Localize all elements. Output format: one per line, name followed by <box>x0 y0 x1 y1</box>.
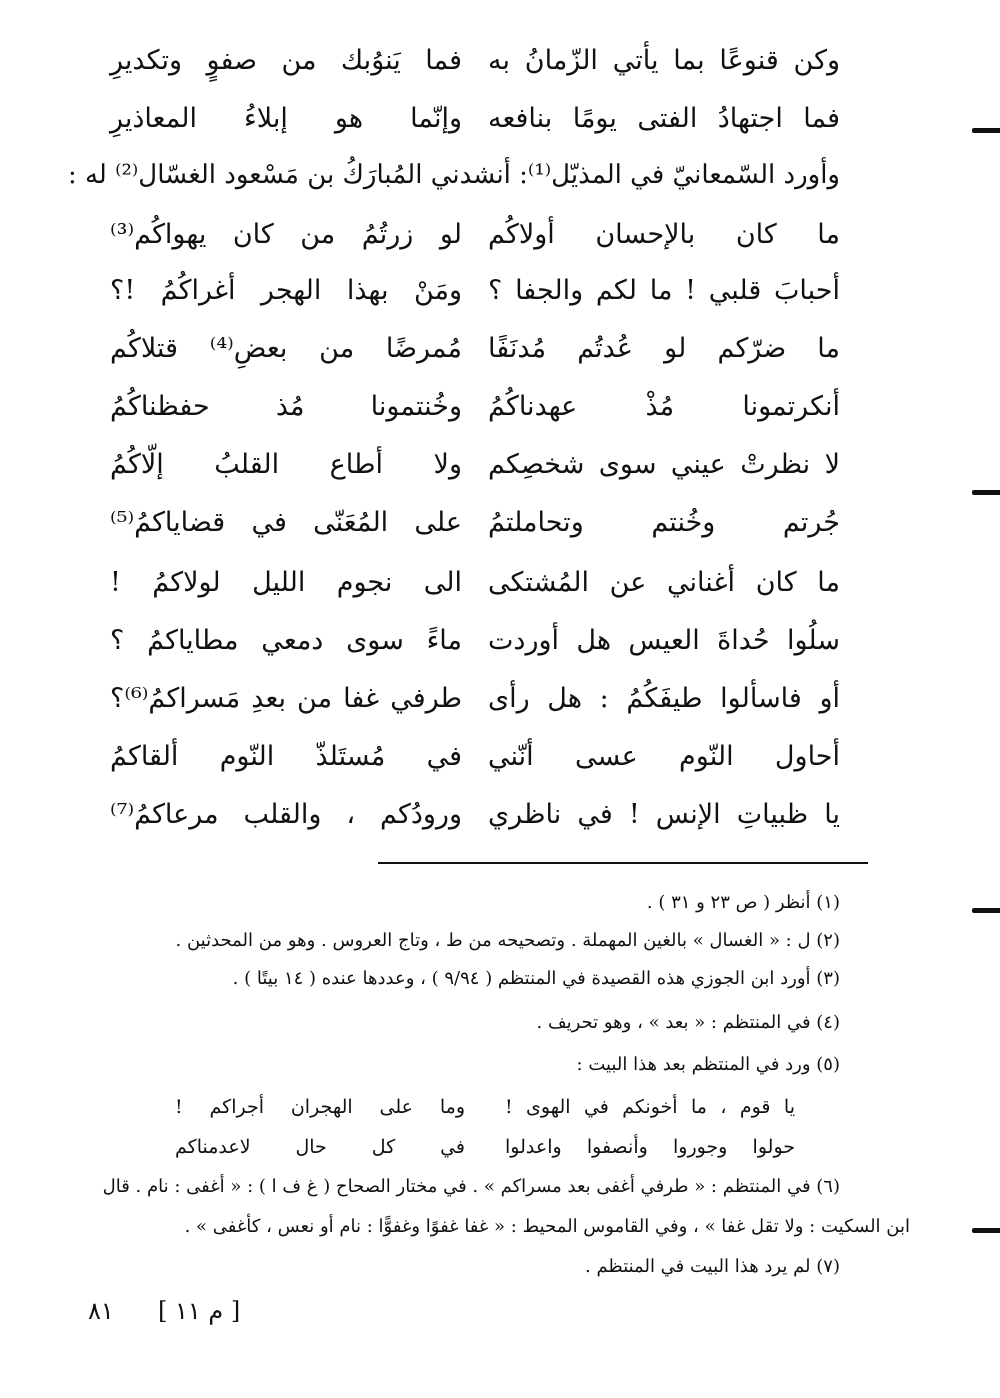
verse-hemistich-second: وإنّما هو إبلاءُ المعاذيرِ <box>110 103 462 134</box>
verse-hemistich-first: سلُوا حُداةَ العيس هل أوردت <box>488 625 840 656</box>
verse-hemistich-second: مُمرضًا من بعضِ⁽⁴⁾ قتلاكُم <box>110 333 462 364</box>
verse-hemistich-second: فما يَنوُبك من صفوٍ وتكديرِ <box>110 45 462 76</box>
verse-line <box>110 212 840 258</box>
verse-line <box>110 326 840 372</box>
verse-line <box>110 38 840 84</box>
verse-line <box>110 442 840 488</box>
verse-hemistich-first: يا ظبياتِ الإنس ! في ناظري <box>488 799 840 830</box>
verse-line <box>110 500 840 546</box>
footnote-verse-first: حولوا وجوروا وأنصفوا واعدلوا <box>505 1136 795 1158</box>
footnote-verse-second: في كل حال لاعدمناكم <box>175 1136 465 1158</box>
verse-line <box>110 268 840 314</box>
verse-hemistich-second: ومَنْ بهذا الهجر أغراكُمُ !؟ <box>110 275 462 306</box>
verse-hemistich-first: أحبابَ قلبي ! ما لكم والجفا ؟ <box>488 275 840 306</box>
verse-hemistich-second: وخُنتمونا مُذ حفظناكُمُ <box>110 391 462 422</box>
verse-hemistich-second: لو زرتُمُ من كان يهواكُم⁽³⁾ <box>110 219 462 250</box>
verse-hemistich-first: أحاول النّوم عسى أنّني <box>488 741 840 772</box>
verse-hemistich-second: طرفي غفا من بعدِ مَسراكمُ⁽⁶⁾؟ <box>110 683 462 714</box>
verse-line <box>110 384 840 430</box>
scan-edge-mark <box>972 490 1000 495</box>
verse-line <box>110 792 840 838</box>
signature-mark: [ م ١١ ] <box>158 1297 241 1325</box>
footnote: (٧) لم يرد هذا البيت في المنتظم . <box>585 1256 840 1277</box>
verse-line <box>110 560 840 606</box>
verse-hemistich-first: ما كان بالإحسان أولاكُم <box>488 219 840 250</box>
footnote-verse <box>175 1090 795 1124</box>
verse-hemistich-first: أو فاسألوا طيفَكُمُ : هل رأى <box>488 683 840 714</box>
footnote: (٤) في المنتظم : « بعد » ، وهو تحريف . <box>536 1012 840 1033</box>
verse-hemistich-second: ورودُكم ، والقلب مرعاكمُ⁽⁷⁾ <box>110 799 462 830</box>
scan-edge-mark <box>972 128 1000 133</box>
footnote: (٥) ورد في المنتظم بعد هذا البيت : <box>576 1054 840 1075</box>
verse-hemistich-first: لا نظرتْ عيني سوى شخصِكم <box>488 449 840 480</box>
verse-hemistich-second: الى نجوم الليل لولاكمُ ! <box>110 567 462 598</box>
verse-hemistich-second: ولا أطاع القلبُ إلّاكُمُ <box>110 449 462 480</box>
verse-hemistich-first: ما كان أغناني عن المُشتكى <box>488 567 840 598</box>
verse-hemistich-second: في مُستَلذّ النّوم ألقاكمُ <box>110 741 462 772</box>
verse-hemistich-first: جُرتم وخُنتم وتحاملتمُ <box>488 507 840 538</box>
page-number: ٨١ <box>88 1297 114 1325</box>
verse-line <box>110 676 840 722</box>
footnote: (١) أنظر ( ص ٢٣ و ٣١ ) . <box>646 892 840 913</box>
footnote-verse <box>175 1130 795 1164</box>
footnote-continuation: ابن السكيت : ولا تقل غفا » ، وفي القاموس المحيط : « غفا غفوًا وغفوًّا : نام أو نعس ، كأغفى » . <box>184 1216 910 1237</box>
verse-line <box>110 618 840 664</box>
verse-line <box>110 96 840 142</box>
footnote: (٣) أورد ابن الجوزي هذه القصيدة في المنتظم ( ٩/٩٤ ) ، وعددها عنده ( ١٤ بيتًا ) . <box>232 968 840 989</box>
verse-line <box>110 734 840 780</box>
verse-hemistich-second: على المُعَنّى في قضاياكمُ⁽⁵⁾ <box>110 507 462 538</box>
verse-hemistich-second: ماءً سوى دمعي مطاياكمُ ؟ <box>110 625 462 656</box>
scan-edge-mark <box>972 908 1000 913</box>
intro-line: وأورد السّمعانيّ في المذيّل⁽¹⁾: أنشدني المُبارَكُ بن مَسْعود الغسّال⁽²⁾ له : <box>67 160 840 190</box>
verse-hemistich-first: وكن قنوعًا بما يأتي الزّمانُ به <box>488 45 840 76</box>
scan-edge-mark <box>972 1228 1000 1233</box>
footnote: (٦) في المنتظم : « طرفي أغفى بعد مسراكم » . في مختار الصحاح ( غ ف ا ) : « أغفى : نام . قال <box>102 1176 840 1197</box>
verse-hemistich-first: فما اجتهادُ الفتى يومًا بنافعه <box>488 103 840 134</box>
footnote-verse-first: يا قوم ، ما أخونكم في الهوى ! <box>505 1096 795 1118</box>
verse-hemistich-first: أنكرتمونا مُذْ عهدناكُمُ <box>488 391 840 422</box>
footnote: (٢) ل : « الغسال » بالغين المهملة . وتصحيحه من ط ، وتاج العروس . وهو من المحدثين . <box>175 930 840 951</box>
footnote-verse-second: وما على الهجران أجراكم ! <box>175 1096 465 1118</box>
footnote-separator <box>378 862 868 864</box>
verse-hemistich-first: ما ضرّكم لو عُدتُم مُدنَفًا <box>488 333 840 364</box>
